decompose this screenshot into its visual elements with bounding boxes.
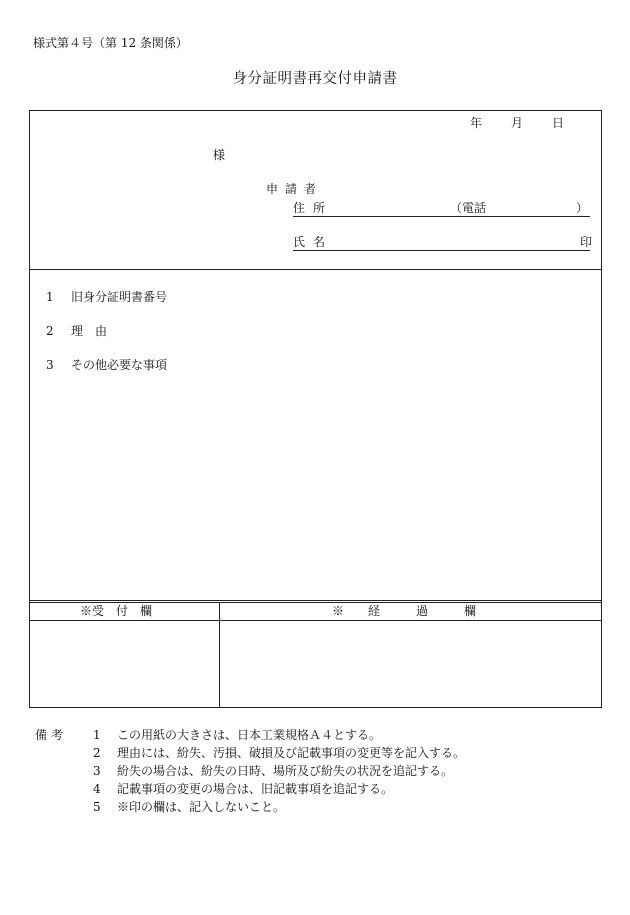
note-line [93,801,285,813]
date-year-label: 年 [470,116,483,130]
date-month-label: 月 [511,116,524,130]
address-label: 住所 [293,201,334,215]
form-number: 様式第４号（第 12 条関係） [33,36,188,50]
form-title: 身分証明書再交付申請書 [232,71,398,87]
note-number: 1 [93,728,101,742]
seal-mark: 印 [580,235,593,249]
note-text: この用紙の大きさは、日本工業規格Ａ４とする。 [117,728,382,742]
table-top-rule-2 [30,602,601,603]
table-top-rule-1 [30,600,601,601]
item-number: 1 [46,290,54,304]
date-day-label: 日 [552,116,565,130]
item-label: 理 由 [71,324,108,338]
item-number: 2 [46,324,54,338]
note-number: 2 [93,746,101,760]
note-line [93,747,465,759]
item-label: その他必要な事項 [71,358,168,372]
name-label: 氏名 [293,235,334,249]
note-number: 3 [93,764,101,778]
note-number: 4 [93,782,101,796]
note-line [93,729,381,741]
item-number: 3 [46,358,54,372]
note-text: 理由には、紛失、汚損、破損及び記載事項の変更等を記入する。 [117,746,466,760]
application-form-frame [29,110,602,708]
address-underline [293,216,590,217]
column-divider [219,602,220,708]
note-text: ※印の欄は、記入しないこと。 [117,800,286,814]
phone-label: （電話 [450,201,487,215]
item-label: 旧身分証明書番号 [71,290,168,304]
note-number: 5 [93,800,101,814]
item-old-id-number [46,291,167,303]
note-line [93,783,393,795]
note-text: 紛失の場合は、紛失の日時、場所及び紛失の状況を追記する。 [117,764,454,778]
section-divider [30,269,601,270]
item-other-matters [46,359,167,371]
table-header-rule [30,620,601,621]
notes-label: 備考 [35,728,68,742]
note-line [93,765,453,777]
addressee-suffix: 様 [213,148,226,162]
reception-column-header: ※受 付 欄 [80,604,153,618]
name-underline [293,250,590,251]
progress-column-header: ※ 経 過 欄 [332,604,477,618]
note-text: 記載事項の変更の場合は、旧記載事項を追記する。 [117,782,394,796]
phone-close-paren: ） [576,201,589,215]
applicant-label: 申請者 [266,182,324,196]
item-reason [46,325,107,337]
